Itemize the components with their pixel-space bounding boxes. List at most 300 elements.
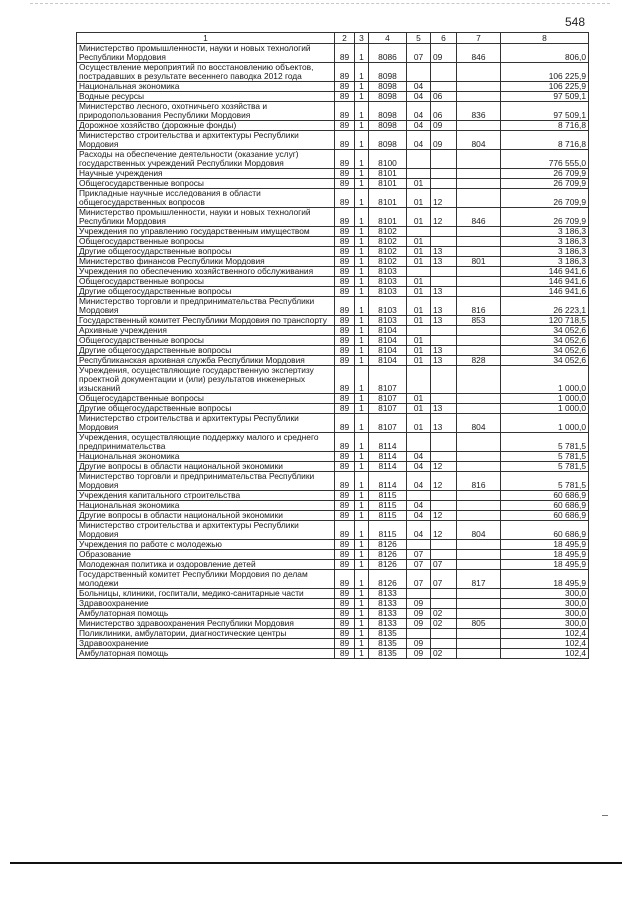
code-cell: 89 (335, 472, 355, 491)
ministry-code-cell (457, 63, 501, 82)
amount-cell: 300,0 (501, 599, 589, 609)
code-cell: 1 (355, 366, 369, 394)
subsection-cell: 09 (431, 121, 457, 131)
code-cell: 89 (335, 297, 355, 316)
amount-cell: 18 495,9 (501, 540, 589, 550)
row-name-cell: Образование (77, 550, 335, 560)
code-cell: 1 (355, 237, 369, 247)
code-cell: 89 (335, 63, 355, 82)
ministry-code-cell (457, 609, 501, 619)
table-row (77, 316, 589, 326)
table-row (77, 550, 589, 560)
code-cell: 8126 (369, 570, 407, 589)
ministry-code-cell (457, 540, 501, 550)
code-cell: 89 (335, 346, 355, 356)
code-cell: 8115 (369, 491, 407, 501)
ministry-code-cell (457, 82, 501, 92)
ministry-code-cell (457, 247, 501, 257)
section-cell: 04 (407, 472, 431, 491)
code-cell: 89 (335, 121, 355, 131)
code-cell: 8103 (369, 277, 407, 287)
row-name-cell: Министерство промышленности, науки и новых технологий Республики Мордовия (77, 44, 335, 63)
row-name-cell: Учреждения, осуществляющие поддержку малого и среднего предпринимательства (77, 433, 335, 452)
ministry-code-cell: 816 (457, 472, 501, 491)
code-cell: 8126 (369, 550, 407, 560)
subsection-cell (431, 452, 457, 462)
code-cell: 89 (335, 316, 355, 326)
code-cell: 89 (335, 356, 355, 366)
code-cell: 1 (355, 82, 369, 92)
amount-cell: 1 000,0 (501, 394, 589, 404)
code-cell: 89 (335, 277, 355, 287)
code-cell: 8098 (369, 131, 407, 150)
table-row (77, 472, 589, 491)
section-cell: 09 (407, 619, 431, 629)
amount-cell: 146 941,6 (501, 267, 589, 277)
code-cell: 8103 (369, 267, 407, 277)
code-cell: 1 (355, 629, 369, 639)
section-cell (407, 169, 431, 179)
ministry-code-cell (457, 277, 501, 287)
code-cell: 8107 (369, 394, 407, 404)
code-cell: 8107 (369, 366, 407, 394)
subsection-cell: 02 (431, 619, 457, 629)
section-cell: 01 (407, 394, 431, 404)
subsection-cell (431, 550, 457, 560)
code-cell: 89 (335, 189, 355, 208)
code-cell: 1 (355, 589, 369, 599)
code-cell: 1 (355, 44, 369, 63)
ministry-code-cell: 816 (457, 297, 501, 316)
subsection-cell: 06 (431, 92, 457, 102)
code-cell: 8102 (369, 247, 407, 257)
amount-cell: 26 709,9 (501, 169, 589, 179)
column-header: 5 (407, 33, 431, 44)
ministry-code-cell (457, 366, 501, 394)
code-cell: 8135 (369, 629, 407, 639)
table-row (77, 501, 589, 511)
row-name-cell: Министерство строительства и архитектуры Республики Мордовия (77, 521, 335, 540)
table-row (77, 208, 589, 227)
column-header: 3 (355, 33, 369, 44)
subsection-cell (431, 629, 457, 639)
code-cell: 89 (335, 414, 355, 433)
section-cell: 04 (407, 521, 431, 540)
section-cell (407, 227, 431, 237)
section-cell: 01 (407, 247, 431, 257)
code-cell: 8135 (369, 639, 407, 649)
row-name-cell: Амбулаторная помощь (77, 649, 335, 659)
code-cell: 8114 (369, 452, 407, 462)
subsection-cell: 13 (431, 297, 457, 316)
code-cell: 89 (335, 452, 355, 462)
code-cell: 1 (355, 336, 369, 346)
row-name-cell: Прикладные научные исследования в области общегосударственных вопросов (77, 189, 335, 208)
table-row (77, 257, 589, 267)
section-cell: 01 (407, 208, 431, 227)
row-name-cell: Расходы на обеспечение деятельности (оказание услуг) государственных учреждений Республики Мордовия (77, 150, 335, 169)
code-cell: 89 (335, 599, 355, 609)
column-header: 1 (77, 33, 335, 44)
code-cell: 8104 (369, 326, 407, 336)
table-row (77, 63, 589, 82)
table-row (77, 267, 589, 277)
code-cell: 8133 (369, 619, 407, 629)
code-cell: 8114 (369, 472, 407, 491)
section-cell: 01 (407, 189, 431, 208)
code-cell: 8115 (369, 521, 407, 540)
amount-cell: 3 186,3 (501, 257, 589, 267)
subsection-cell: 13 (431, 404, 457, 414)
section-cell: 09 (407, 649, 431, 659)
code-cell: 89 (335, 639, 355, 649)
subsection-cell: 13 (431, 247, 457, 257)
row-name-cell: Общегосударственные вопросы (77, 237, 335, 247)
subsection-cell (431, 589, 457, 599)
code-cell: 8102 (369, 237, 407, 247)
section-cell: 01 (407, 277, 431, 287)
page-number: 548 (565, 15, 586, 29)
amount-cell: 34 052,6 (501, 336, 589, 346)
code-cell: 1 (355, 560, 369, 570)
row-name-cell: Осуществление мероприятий по восстановлению объектов, пострадавших в результате весеннего паводка 2012 года (77, 63, 335, 82)
code-cell: 1 (355, 316, 369, 326)
code-cell: 8133 (369, 589, 407, 599)
section-cell: 01 (407, 404, 431, 414)
row-name-cell: Общегосударственные вопросы (77, 179, 335, 189)
code-cell: 8101 (369, 208, 407, 227)
code-cell: 89 (335, 462, 355, 472)
row-name-cell: Государственный комитет Республики Мордовия по делам молодежи (77, 570, 335, 589)
amount-cell: 1 000,0 (501, 414, 589, 433)
ministry-code-cell (457, 629, 501, 639)
amount-cell: 102,4 (501, 629, 589, 639)
code-cell: 89 (335, 550, 355, 560)
code-cell: 89 (335, 179, 355, 189)
code-cell: 89 (335, 102, 355, 121)
table-row (77, 570, 589, 589)
subsection-cell (431, 433, 457, 452)
table-row (77, 92, 589, 102)
code-cell: 8107 (369, 414, 407, 433)
code-cell: 8098 (369, 102, 407, 121)
table-row (77, 131, 589, 150)
scan-bottom-edge (10, 862, 622, 864)
code-cell: 89 (335, 237, 355, 247)
subsection-cell (431, 599, 457, 609)
code-cell: 1 (355, 297, 369, 316)
ministry-code-cell: 804 (457, 131, 501, 150)
subsection-cell (431, 491, 457, 501)
row-name-cell: Дорожное хозяйство (дорожные фонды) (77, 121, 335, 131)
table-row (77, 326, 589, 336)
amount-cell: 3 186,3 (501, 247, 589, 257)
row-name-cell: Поликлиники, амбулатории, диагностические центры (77, 629, 335, 639)
row-name-cell: Другие вопросы в области национальной экономики (77, 462, 335, 472)
ministry-code-cell: 804 (457, 414, 501, 433)
amount-cell: 8 716,8 (501, 121, 589, 131)
code-cell: 8133 (369, 599, 407, 609)
table-row (77, 609, 589, 619)
section-cell: 04 (407, 462, 431, 472)
subsection-cell: 13 (431, 287, 457, 297)
amount-cell: 60 686,9 (501, 491, 589, 501)
amount-cell: 26 223,1 (501, 297, 589, 316)
code-cell: 89 (335, 227, 355, 237)
amount-cell: 60 686,9 (501, 511, 589, 521)
ministry-code-cell (457, 92, 501, 102)
row-name-cell: Национальная экономика (77, 452, 335, 462)
code-cell: 8086 (369, 44, 407, 63)
table-row (77, 452, 589, 462)
row-name-cell: Общегосударственные вопросы (77, 336, 335, 346)
subsection-cell: 07 (431, 570, 457, 589)
amount-cell: 300,0 (501, 589, 589, 599)
row-name-cell: Учреждения капитального строительства (77, 491, 335, 501)
code-cell: 8114 (369, 462, 407, 472)
code-cell: 89 (335, 540, 355, 550)
ministry-code-cell: 804 (457, 521, 501, 540)
amount-cell: 26 709,9 (501, 179, 589, 189)
section-cell: 01 (407, 356, 431, 366)
amount-cell: 5 781,5 (501, 462, 589, 472)
row-name-cell: Другие общегосударственные вопросы (77, 346, 335, 356)
code-cell: 1 (355, 501, 369, 511)
section-cell: 09 (407, 599, 431, 609)
subsection-cell: 13 (431, 356, 457, 366)
table-row (77, 433, 589, 452)
subsection-cell (431, 267, 457, 277)
ministry-code-cell (457, 501, 501, 511)
ministry-code-cell (457, 326, 501, 336)
table-row (77, 366, 589, 394)
code-cell: 1 (355, 92, 369, 102)
amount-cell: 806,0 (501, 44, 589, 63)
subsection-cell (431, 237, 457, 247)
row-name-cell: Больницы, клиники, госпитали, медико-санитарные части (77, 589, 335, 599)
table-row (77, 639, 589, 649)
column-header: 2 (335, 33, 355, 44)
amount-cell: 18 495,9 (501, 560, 589, 570)
code-cell: 1 (355, 462, 369, 472)
code-cell: 8101 (369, 179, 407, 189)
section-cell: 01 (407, 414, 431, 433)
code-cell: 89 (335, 326, 355, 336)
section-cell: 04 (407, 82, 431, 92)
section-cell: 04 (407, 511, 431, 521)
row-name-cell: Учреждения по работе с молодежью (77, 540, 335, 550)
row-name-cell: Молодежная политика и оздоровление детей (77, 560, 335, 570)
code-cell: 1 (355, 267, 369, 277)
section-cell: 04 (407, 121, 431, 131)
amount-cell: 300,0 (501, 609, 589, 619)
subsection-cell (431, 169, 457, 179)
row-name-cell: Министерство строительства и архитектуры Республики Мордовия (77, 131, 335, 150)
code-cell: 8104 (369, 346, 407, 356)
column-header: 4 (369, 33, 407, 44)
code-cell: 8126 (369, 540, 407, 550)
ministry-code-cell: 817 (457, 570, 501, 589)
code-cell: 1 (355, 277, 369, 287)
ministry-code-cell (457, 179, 501, 189)
subsection-cell (431, 540, 457, 550)
code-cell: 8115 (369, 511, 407, 521)
code-cell: 8133 (369, 609, 407, 619)
code-cell: 8107 (369, 404, 407, 414)
table-row (77, 404, 589, 414)
code-cell: 89 (335, 336, 355, 346)
code-cell: 8101 (369, 169, 407, 179)
subsection-cell: 13 (431, 316, 457, 326)
code-cell: 1 (355, 102, 369, 121)
code-cell: 1 (355, 521, 369, 540)
section-cell (407, 267, 431, 277)
subsection-cell: 09 (431, 44, 457, 63)
table-row (77, 394, 589, 404)
column-header: 8 (501, 33, 589, 44)
row-name-cell: Министерство финансов Республики Мордовия (77, 257, 335, 267)
code-cell: 89 (335, 169, 355, 179)
subsection-cell: 12 (431, 511, 457, 521)
subsection-cell (431, 63, 457, 82)
table-row (77, 247, 589, 257)
subsection-cell (431, 501, 457, 511)
subsection-cell (431, 227, 457, 237)
section-cell (407, 150, 431, 169)
amount-cell: 97 509,1 (501, 102, 589, 121)
code-cell: 8101 (369, 189, 407, 208)
section-cell: 04 (407, 131, 431, 150)
code-cell: 1 (355, 452, 369, 462)
code-cell: 8098 (369, 82, 407, 92)
amount-cell: 60 686,9 (501, 501, 589, 511)
code-cell: 89 (335, 150, 355, 169)
amount-cell: 120 718,5 (501, 316, 589, 326)
code-cell: 1 (355, 257, 369, 267)
ministry-code-cell (457, 346, 501, 356)
subsection-cell (431, 394, 457, 404)
section-cell: 09 (407, 609, 431, 619)
row-name-cell: Министерство строительства и архитектуры Республики Мордовия (77, 414, 335, 433)
scan-margin-mark (602, 815, 608, 816)
code-cell: 89 (335, 287, 355, 297)
section-cell (407, 433, 431, 452)
code-cell: 8114 (369, 433, 407, 452)
ministry-code-cell: 853 (457, 316, 501, 326)
code-cell: 8102 (369, 227, 407, 237)
subsection-cell: 13 (431, 346, 457, 356)
code-cell: 89 (335, 511, 355, 521)
row-name-cell: Министерство торговли и предпринимательства Республики Мордовия (77, 297, 335, 316)
code-cell: 1 (355, 550, 369, 560)
row-name-cell: Министерство промышленности, науки и новых технологий Республики Мордовия (77, 208, 335, 227)
code-cell: 89 (335, 491, 355, 501)
ministry-code-cell (457, 150, 501, 169)
ministry-code-cell: 801 (457, 257, 501, 267)
code-cell: 1 (355, 649, 369, 659)
amount-cell: 102,4 (501, 639, 589, 649)
table-row (77, 521, 589, 540)
ministry-code-cell (457, 287, 501, 297)
amount-cell: 34 052,6 (501, 356, 589, 366)
subsection-cell: 02 (431, 649, 457, 659)
subsection-cell (431, 82, 457, 92)
code-cell: 89 (335, 257, 355, 267)
code-cell: 8104 (369, 356, 407, 366)
table-row (77, 150, 589, 169)
ministry-code-cell: 846 (457, 208, 501, 227)
subsection-cell: 06 (431, 102, 457, 121)
table-row (77, 121, 589, 131)
row-name-cell: Республиканская архивная служба Республики Мордовия (77, 356, 335, 366)
subsection-cell: 12 (431, 472, 457, 491)
subsection-cell: 13 (431, 257, 457, 267)
column-number-row (77, 33, 589, 44)
table-row (77, 189, 589, 208)
code-cell: 8098 (369, 121, 407, 131)
section-cell (407, 491, 431, 501)
table-row (77, 82, 589, 92)
column-header: 7 (457, 33, 501, 44)
subsection-cell: 12 (431, 189, 457, 208)
code-cell: 1 (355, 131, 369, 150)
amount-cell: 60 686,9 (501, 521, 589, 540)
table-row (77, 277, 589, 287)
amount-cell: 102,4 (501, 649, 589, 659)
ministry-code-cell (457, 237, 501, 247)
section-cell: 07 (407, 560, 431, 570)
scan-top-marks (30, 3, 610, 6)
section-cell: 01 (407, 346, 431, 356)
subsection-cell (431, 150, 457, 169)
subsection-cell (431, 336, 457, 346)
code-cell: 89 (335, 131, 355, 150)
code-cell: 1 (355, 619, 369, 629)
table-row (77, 287, 589, 297)
code-cell: 1 (355, 179, 369, 189)
ministry-code-cell (457, 452, 501, 462)
row-name-cell: Национальная экономика (77, 501, 335, 511)
amount-cell: 106 225,9 (501, 63, 589, 82)
ministry-code-cell: 846 (457, 44, 501, 63)
amount-cell: 146 941,6 (501, 277, 589, 287)
amount-cell: 300,0 (501, 619, 589, 629)
table-row (77, 237, 589, 247)
row-name-cell: Министерство лесного, охотничьего хозяйства и природопользования Республики Мордовия (77, 102, 335, 121)
section-cell (407, 589, 431, 599)
code-cell: 89 (335, 589, 355, 599)
ministry-code-cell (457, 649, 501, 659)
table-row (77, 599, 589, 609)
section-cell (407, 63, 431, 82)
code-cell: 89 (335, 208, 355, 227)
section-cell: 07 (407, 570, 431, 589)
budget-table (76, 32, 589, 659)
section-cell (407, 540, 431, 550)
code-cell: 8100 (369, 150, 407, 169)
code-cell: 1 (355, 404, 369, 414)
amount-cell: 34 052,6 (501, 346, 589, 356)
code-cell: 1 (355, 150, 369, 169)
row-name-cell: Амбулаторная помощь (77, 609, 335, 619)
table-row (77, 560, 589, 570)
code-cell: 89 (335, 82, 355, 92)
subsection-cell (431, 639, 457, 649)
ministry-code-cell (457, 462, 501, 472)
section-cell: 01 (407, 297, 431, 316)
section-cell: 01 (407, 179, 431, 189)
table-row (77, 297, 589, 316)
